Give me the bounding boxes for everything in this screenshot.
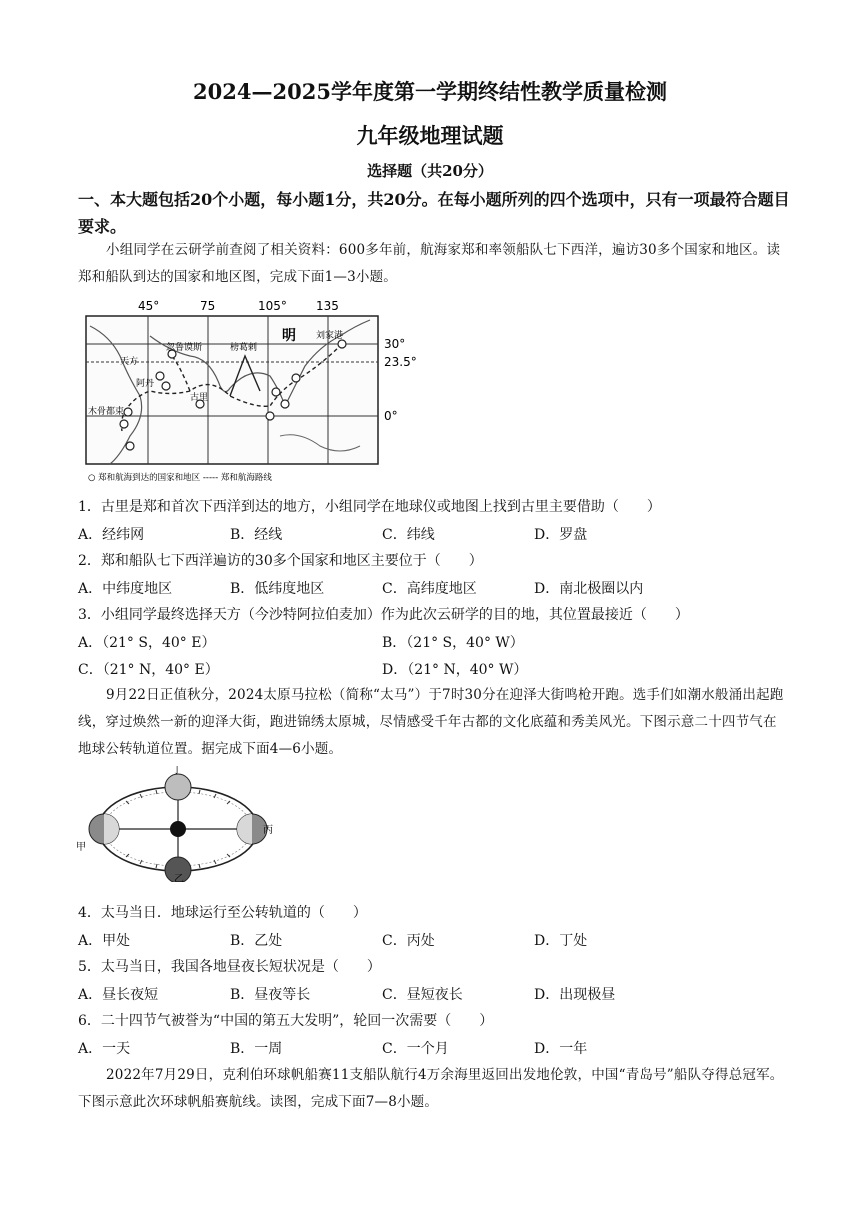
option-c[interactable]: C．丙处 [382, 933, 435, 949]
part-label: 选择题（共20分） [367, 162, 493, 180]
section-instruction: 一、本大题包括20个小题，每小题1分，共20分。在每小题所列的四个选项中，只有一项最符合题目要求。 [78, 190, 790, 236]
orbit-label-bing: 丙 [263, 825, 273, 836]
lat-label: 30° [384, 337, 406, 351]
option-c[interactable]: C．高纬度地区 [382, 581, 477, 597]
passage-2: 9月22日正值秋分，2024太原马拉松（简称“太马”）于7时30分在迎泽大街鸣枪开跑。选手们如潮水般涌出起跑线，穿过焕然一新的迎泽大街，跑进锦绣太原城，尽情感受千年古都的文化底蕴和秀美风光。下图示意二十四节气在地球公转轨道位置。据完成下面4—6小题。 [78, 687, 784, 757]
option-d[interactable]: D．丁处 [534, 933, 588, 949]
option-d[interactable]: D．（21° N，40° W） [382, 662, 528, 678]
question-4-stem: 4．太马当日．地球运行至公转轨道的（ ） [78, 905, 367, 921]
question-5-options [78, 984, 798, 1004]
question-1-stem: 1．古里是郑和首次下西洋到达的地方，小组同学在地球仪或地图上找到古里主要借助（ ） [78, 499, 661, 515]
place-label: 榜葛剌 [230, 343, 258, 353]
orbit-label-yi: 乙 [174, 874, 184, 882]
option-c[interactable]: C．昼短夜长 [382, 987, 463, 1003]
option-a[interactable]: A．一天 [78, 1041, 131, 1057]
question-3-options-row1 [78, 632, 798, 652]
orbit-label-jia: 甲 [76, 842, 86, 853]
question-6-options [78, 1038, 798, 1058]
option-b[interactable]: B．经线 [230, 527, 283, 543]
orbit-label-ding: 丁 [172, 766, 182, 776]
question-2-stem: 2．郑和船队七下西洋遍访的30多个国家和地区主要位于（ ） [78, 553, 483, 569]
option-b[interactable]: B．昼夜等长 [230, 987, 311, 1003]
passage-3: 2022年7月29日，克利伯环球帆船赛11支船队航行4万余海里返回出发地伦敦，中国“青岛号”船队夺得总冠军。下图示意此次环球帆船赛航线。读图，完成下面7—8小题。 [78, 1067, 784, 1110]
question-3-stem: 3．小组同学最终选择天方（今沙特阿拉伯麦加）作为此次云研学的目的地，其位置最接近（ ） [78, 607, 689, 623]
option-d[interactable]: D．罗盘 [534, 527, 588, 543]
place-label: 忽鲁谟斯 [166, 343, 203, 353]
option-b[interactable]: B．低纬度地区 [230, 581, 325, 597]
option-c[interactable]: C．纬线 [382, 527, 435, 543]
option-a[interactable]: A．（21° S，40° E） [78, 635, 216, 651]
question-3-options-row2 [78, 659, 798, 679]
place-label: 刘家港 [316, 331, 344, 341]
option-a[interactable]: A．经纬网 [78, 527, 145, 543]
option-a[interactable]: A．中纬度地区 [78, 581, 173, 597]
exam-title: 2024—2025学年度第一学期终结性教学质量检测 [193, 79, 667, 104]
question-2-options [78, 578, 798, 598]
place-label: 木骨都束 [88, 407, 125, 417]
option-b[interactable]: B．乙处 [230, 933, 283, 949]
place-label: 古里 [190, 393, 209, 403]
question-6-stem: 6．二十四节气被誉为“中国的第五大发明”，轮回一次需要（ ） [78, 1013, 494, 1029]
option-d[interactable]: D．出现极昼 [534, 987, 616, 1003]
question-4-options [78, 930, 798, 950]
place-label: 明 [282, 328, 296, 344]
lon-label: 135 [316, 299, 339, 313]
zhenghe-map [80, 296, 420, 490]
place-label: 天方 [120, 357, 139, 367]
lon-label: 45° [138, 299, 160, 313]
option-b[interactable]: B．一周 [230, 1041, 283, 1057]
place-label: 阿丹 [136, 379, 155, 389]
orbit-diagram [76, 766, 276, 886]
lat-label: 0° [384, 409, 398, 423]
option-d[interactable]: D．南北极圈以内 [534, 581, 644, 597]
option-c[interactable]: C．（21° N，40° E） [78, 662, 219, 678]
option-a[interactable]: A．甲处 [78, 933, 131, 949]
question-5-stem: 5．太马当日，我国各地昼夜长短状况是（ ） [78, 959, 381, 975]
question-1-options [78, 524, 798, 544]
passage-1: 小组同学在云研学前查阅了相关资料：600多年前，航海家郑和率领船队七下西洋，遍访30多个国家和地区。读郑和船队到达的国家和地区图，完成下面1—3小题。 [78, 242, 781, 285]
option-b[interactable]: B．（21° S，40° W） [382, 635, 524, 651]
option-d[interactable]: D．一年 [534, 1041, 588, 1057]
option-c[interactable]: C．一个月 [382, 1041, 449, 1057]
exam-subtitle: 九年级地理试题 [356, 123, 504, 148]
option-a[interactable]: A．昼长夜短 [78, 987, 159, 1003]
map-legend: ○ 郑和航海到达的国家和地区 ----- 郑和航海路线 [88, 473, 272, 483]
lat-label: 23.5° [384, 355, 417, 369]
lon-label: 75 [200, 299, 216, 313]
lon-label: 105° [258, 299, 287, 313]
